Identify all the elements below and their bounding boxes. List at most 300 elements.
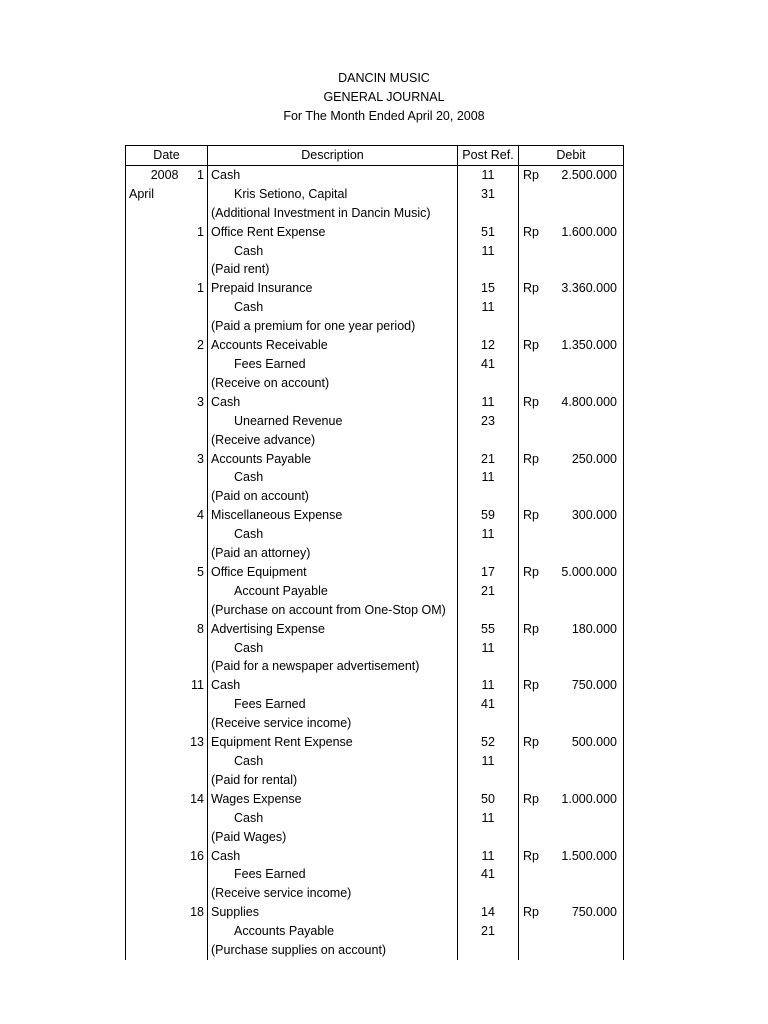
date-year-cell (126, 393, 182, 412)
description-cell: Cash (208, 393, 458, 412)
debit-amount-cell (549, 941, 624, 960)
date-day-cell: 11 (182, 676, 208, 695)
currency-cell (519, 185, 549, 204)
table-row (126, 847, 624, 866)
description-cell: Cash (208, 809, 458, 828)
date-year-cell (126, 544, 182, 563)
date-day-cell (182, 260, 208, 279)
post-ref-cell (458, 431, 519, 450)
table-row (126, 544, 624, 563)
description-cell: Fees Earned (208, 695, 458, 714)
currency-cell (519, 355, 549, 374)
description-cell: Unearned Revenue (208, 412, 458, 431)
description-cell: Wages Expense (208, 790, 458, 809)
currency-cell (519, 374, 549, 393)
post-ref-cell: 11 (458, 752, 519, 771)
post-ref-cell: 59 (458, 506, 519, 525)
post-ref-cell (458, 260, 519, 279)
date-day-cell (182, 374, 208, 393)
debit-amount-cell: 2.500.000 (549, 165, 624, 184)
post-ref-cell: 11 (458, 393, 519, 412)
date-day-cell (182, 865, 208, 884)
date-day-cell: 16 (182, 847, 208, 866)
description-cell: Account Payable (208, 582, 458, 601)
date-year-cell (126, 431, 182, 450)
date-day-cell: 3 (182, 450, 208, 469)
date-day-cell (182, 544, 208, 563)
date-day-cell: 8 (182, 620, 208, 639)
document-header (0, 69, 768, 126)
date-year-cell (126, 620, 182, 639)
date-year-cell (126, 790, 182, 809)
debit-amount-cell: 1.600.000 (549, 223, 624, 242)
description-cell: Cash (208, 468, 458, 487)
date-day-cell (182, 468, 208, 487)
date-year-cell (126, 336, 182, 355)
description-cell: Fees Earned (208, 865, 458, 884)
table-row (126, 431, 624, 450)
date-day-cell (182, 601, 208, 620)
date-day-cell (182, 771, 208, 790)
currency-cell (519, 298, 549, 317)
description-cell: Cash (208, 298, 458, 317)
date-day-cell (182, 714, 208, 733)
table-row (126, 790, 624, 809)
description-cell: Office Rent Expense (208, 223, 458, 242)
debit-amount-cell: 250.000 (549, 450, 624, 469)
debit-amount-cell (549, 544, 624, 563)
description-cell: (Purchase on account from One-Stop OM) (208, 601, 458, 620)
journal-body (126, 165, 624, 960)
description-column-header: Description (208, 146, 458, 166)
date-year-cell (126, 412, 182, 431)
date-day-cell (182, 355, 208, 374)
date-year-cell (126, 903, 182, 922)
debit-amount-cell (549, 865, 624, 884)
date-day-cell: 13 (182, 733, 208, 752)
post-ref-cell: 50 (458, 790, 519, 809)
table-row (126, 260, 624, 279)
debit-amount-cell (549, 922, 624, 941)
post-ref-cell (458, 487, 519, 506)
description-cell: Advertising Expense (208, 620, 458, 639)
table-row (126, 317, 624, 336)
currency-cell (519, 695, 549, 714)
debit-amount-cell (549, 601, 624, 620)
table-row (126, 865, 624, 884)
table-row (126, 336, 624, 355)
table-row (126, 582, 624, 601)
description-cell: (Receive on account) (208, 374, 458, 393)
table-row (126, 165, 624, 184)
currency-cell (519, 431, 549, 450)
currency-cell (519, 317, 549, 336)
table-row (126, 676, 624, 695)
table-row (126, 657, 624, 676)
debit-amount-cell (549, 317, 624, 336)
currency-cell: Rp (523, 167, 539, 182)
post-ref-cell: 11 (458, 525, 519, 544)
description-cell: Cash (208, 752, 458, 771)
debit-amount-cell: 750.000 (549, 903, 624, 922)
description-cell: (Additional Investment in Dancin Music) (208, 204, 458, 223)
date-year-cell (126, 752, 182, 771)
debit-amount-cell: 300.000 (549, 506, 624, 525)
description-cell: Cash (208, 242, 458, 261)
description-cell: Supplies (208, 903, 458, 922)
currency-cell: Rp (523, 848, 539, 863)
description-cell: Cash (208, 639, 458, 658)
post-ref-cell: 21 (458, 450, 519, 469)
currency-cell (519, 752, 549, 771)
table-row (126, 487, 624, 506)
post-ref-cell (458, 317, 519, 336)
date-day-cell (182, 242, 208, 261)
post-ref-cell: 51 (458, 223, 519, 242)
post-ref-cell: 23 (458, 412, 519, 431)
debit-amount-cell: 3.360.000 (549, 279, 624, 298)
description-cell: (Purchase supplies on account) (208, 941, 458, 960)
description-cell: (Paid an attorney) (208, 544, 458, 563)
description-cell: Accounts Payable (208, 450, 458, 469)
date-year-cell (126, 809, 182, 828)
table-row (126, 771, 624, 790)
post-ref-cell: 11 (458, 676, 519, 695)
post-ref-cell (458, 714, 519, 733)
description-cell: (Receive advance) (208, 431, 458, 450)
post-ref-cell (458, 374, 519, 393)
table-row (126, 468, 624, 487)
table-row (126, 450, 624, 469)
debit-amount-cell (549, 298, 624, 317)
table-row (126, 393, 624, 412)
date-year-cell (126, 298, 182, 317)
currency-cell: Rp (523, 281, 539, 296)
date-day-cell: 4 (182, 506, 208, 525)
currency-cell (519, 601, 549, 620)
table-row (126, 506, 624, 525)
description-cell: Prepaid Insurance (208, 279, 458, 298)
date-day-cell (182, 298, 208, 317)
company-name: DANCIN MUSIC (338, 71, 430, 85)
currency-cell (519, 714, 549, 733)
date-year-cell (126, 223, 182, 242)
description-cell: Miscellaneous Expense (208, 506, 458, 525)
debit-amount-cell (549, 468, 624, 487)
debit-column-header: Debit (519, 146, 624, 166)
date-year-cell (126, 771, 182, 790)
post-ref-cell: 14 (458, 903, 519, 922)
table-row (126, 204, 624, 223)
date-year-cell (126, 639, 182, 658)
date-year-cell (126, 563, 182, 582)
date-year-cell (126, 374, 182, 393)
currency-cell: Rp (523, 338, 539, 353)
journal-title: GENERAL JOURNAL (323, 90, 445, 104)
debit-amount-cell (549, 828, 624, 847)
post-ref-cell: 11 (458, 242, 519, 261)
currency-cell (519, 582, 549, 601)
debit-amount-cell (549, 185, 624, 204)
description-cell: Kris Setiono, Capital (208, 185, 458, 204)
currency-cell: Rp (523, 508, 539, 523)
description-cell: (Paid a premium for one year period) (208, 317, 458, 336)
date-year-cell (126, 733, 182, 752)
currency-cell (519, 544, 549, 563)
table-row (126, 922, 624, 941)
currency-cell: Rp (523, 451, 539, 466)
date-year-cell (126, 828, 182, 847)
debit-amount-cell (549, 884, 624, 903)
currency-cell (519, 412, 549, 431)
period-subtitle: For The Month Ended April 20, 2008 (283, 109, 485, 123)
description-cell: (Paid Wages) (208, 828, 458, 847)
description-cell: (Paid rent) (208, 260, 458, 279)
post-ref-cell: 15 (458, 279, 519, 298)
date-year-cell: April (126, 185, 182, 204)
general-journal-table (125, 145, 624, 960)
post-ref-cell (458, 884, 519, 903)
table-row (126, 412, 624, 431)
date-year-cell (126, 506, 182, 525)
currency-cell: Rp (523, 224, 539, 239)
date-day-cell (182, 204, 208, 223)
post-ref-cell: 11 (458, 847, 519, 866)
description-cell: (Paid for rental) (208, 771, 458, 790)
debit-amount-cell (549, 204, 624, 223)
date-column-header: Date (126, 146, 208, 166)
date-year-cell (126, 922, 182, 941)
currency-cell (519, 941, 549, 960)
table-row (126, 355, 624, 374)
date-year-cell (126, 260, 182, 279)
description-cell: (Receive service income) (208, 884, 458, 903)
debit-amount-cell: 750.000 (549, 676, 624, 695)
date-day-cell (182, 487, 208, 506)
date-year-cell (126, 317, 182, 336)
currency-cell (519, 487, 549, 506)
post-ref-cell: 21 (458, 922, 519, 941)
date-year-cell (126, 242, 182, 261)
description-cell: Cash (208, 676, 458, 695)
date-day-cell (182, 828, 208, 847)
table-row (126, 714, 624, 733)
description-cell: Cash (208, 847, 458, 866)
debit-amount-cell: 1.000.000 (549, 790, 624, 809)
table-row (126, 242, 624, 261)
debit-amount-cell (549, 657, 624, 676)
debit-amount-cell: 5.000.000 (549, 563, 624, 582)
currency-cell: Rp (523, 564, 539, 579)
debit-amount-cell (549, 771, 624, 790)
post-ref-cell (458, 544, 519, 563)
currency-cell (519, 525, 549, 544)
debit-amount-cell: 1.500.000 (549, 847, 624, 866)
debit-amount-cell (549, 487, 624, 506)
table-row (126, 884, 624, 903)
date-year-cell (126, 847, 182, 866)
table-row (126, 374, 624, 393)
date-day-cell (182, 884, 208, 903)
date-day-cell (182, 695, 208, 714)
currency-cell (519, 242, 549, 261)
description-cell: Cash (208, 165, 458, 184)
currency-cell: Rp (523, 905, 539, 920)
currency-cell (519, 639, 549, 658)
date-year-cell (126, 204, 182, 223)
date-year-cell (126, 865, 182, 884)
description-cell: (Paid for a newspaper advertisement) (208, 657, 458, 676)
debit-amount-cell (549, 374, 624, 393)
debit-amount-cell: 180.000 (549, 620, 624, 639)
description-cell: Accounts Receivable (208, 336, 458, 355)
debit-amount-cell: 500.000 (549, 733, 624, 752)
table-row (126, 903, 624, 922)
post-ref-cell: 17 (458, 563, 519, 582)
post-ref-cell (458, 657, 519, 676)
date-day-cell (182, 431, 208, 450)
date-year-cell (126, 601, 182, 620)
post-ref-cell: 11 (458, 298, 519, 317)
description-cell: Office Equipment (208, 563, 458, 582)
table-row (126, 185, 624, 204)
date-year-cell (126, 525, 182, 544)
date-day-cell (182, 657, 208, 676)
debit-amount-cell (549, 639, 624, 658)
debit-amount-cell: 1.350.000 (549, 336, 624, 355)
journal-header-row (126, 146, 624, 166)
table-row (126, 828, 624, 847)
debit-amount-cell (549, 412, 624, 431)
date-day-cell (182, 525, 208, 544)
date-year-cell (126, 657, 182, 676)
post-ref-cell: 52 (458, 733, 519, 752)
post-ref-cell: 31 (458, 185, 519, 204)
date-day-cell: 1 (182, 165, 208, 184)
date-day-cell (182, 809, 208, 828)
date-year-cell (126, 941, 182, 960)
description-cell: Fees Earned (208, 355, 458, 374)
post-ref-cell (458, 601, 519, 620)
date-day-cell (182, 639, 208, 658)
date-day-cell (182, 941, 208, 960)
currency-cell (519, 828, 549, 847)
post-ref-cell (458, 771, 519, 790)
post-ref-cell: 11 (458, 165, 519, 184)
debit-amount-cell (549, 752, 624, 771)
date-year-cell (126, 676, 182, 695)
debit-amount-cell (549, 809, 624, 828)
currency-cell (519, 809, 549, 828)
table-row (126, 279, 624, 298)
date-day-cell (182, 922, 208, 941)
description-cell: (Receive service income) (208, 714, 458, 733)
date-day-cell (182, 582, 208, 601)
post-ref-cell (458, 828, 519, 847)
post-ref-cell: 41 (458, 865, 519, 884)
debit-amount-cell (549, 260, 624, 279)
date-day-cell (182, 185, 208, 204)
date-year-cell (126, 695, 182, 714)
date-year-cell (126, 487, 182, 506)
date-day-cell (182, 412, 208, 431)
description-cell: (Paid on account) (208, 487, 458, 506)
post-ref-cell: 41 (458, 355, 519, 374)
post-ref-cell: 12 (458, 336, 519, 355)
table-row (126, 601, 624, 620)
currency-cell (519, 922, 549, 941)
debit-amount-cell (549, 525, 624, 544)
table-row (126, 639, 624, 658)
description-cell: Accounts Payable (208, 922, 458, 941)
date-year-cell (126, 714, 182, 733)
currency-cell: Rp (523, 735, 539, 750)
currency-cell (519, 468, 549, 487)
post-ref-cell: 41 (458, 695, 519, 714)
date-day-cell: 3 (182, 393, 208, 412)
date-year-cell (126, 450, 182, 469)
currency-cell: Rp (523, 678, 539, 693)
debit-amount-cell (549, 242, 624, 261)
table-row (126, 941, 624, 960)
currency-cell: Rp (523, 621, 539, 636)
post-ref-cell (458, 204, 519, 223)
table-row (126, 620, 624, 639)
table-row (126, 563, 624, 582)
currency-cell (519, 771, 549, 790)
date-year-cell (126, 582, 182, 601)
debit-amount-cell (549, 714, 624, 733)
debit-amount-cell (549, 431, 624, 450)
table-row (126, 223, 624, 242)
date-day-cell: 1 (182, 279, 208, 298)
date-year-cell: 2008 (126, 165, 182, 184)
table-row (126, 733, 624, 752)
post-ref-cell: 11 (458, 468, 519, 487)
date-day-cell: 18 (182, 903, 208, 922)
date-day-cell: 5 (182, 563, 208, 582)
date-day-cell: 14 (182, 790, 208, 809)
table-row (126, 525, 624, 544)
currency-cell: Rp (523, 791, 539, 806)
post-ref-cell: 11 (458, 809, 519, 828)
date-year-cell (126, 355, 182, 374)
currency-cell (519, 657, 549, 676)
post-ref-cell: 21 (458, 582, 519, 601)
date-day-cell (182, 752, 208, 771)
date-day-cell (182, 317, 208, 336)
date-year-cell (126, 884, 182, 903)
currency-cell (519, 204, 549, 223)
post-ref-column-header: Post Ref. (458, 146, 519, 166)
description-cell: Cash (208, 525, 458, 544)
description-cell: Equipment Rent Expense (208, 733, 458, 752)
date-day-cell: 2 (182, 336, 208, 355)
table-row (126, 695, 624, 714)
debit-amount-cell (549, 355, 624, 374)
debit-amount-cell: 4.800.000 (549, 393, 624, 412)
table-row (126, 298, 624, 317)
currency-cell (519, 884, 549, 903)
currency-cell: Rp (523, 394, 539, 409)
table-row (126, 752, 624, 771)
currency-cell (519, 260, 549, 279)
debit-amount-cell (549, 695, 624, 714)
post-ref-cell: 11 (458, 639, 519, 658)
date-year-cell (126, 279, 182, 298)
post-ref-cell (458, 941, 519, 960)
debit-amount-cell (549, 582, 624, 601)
